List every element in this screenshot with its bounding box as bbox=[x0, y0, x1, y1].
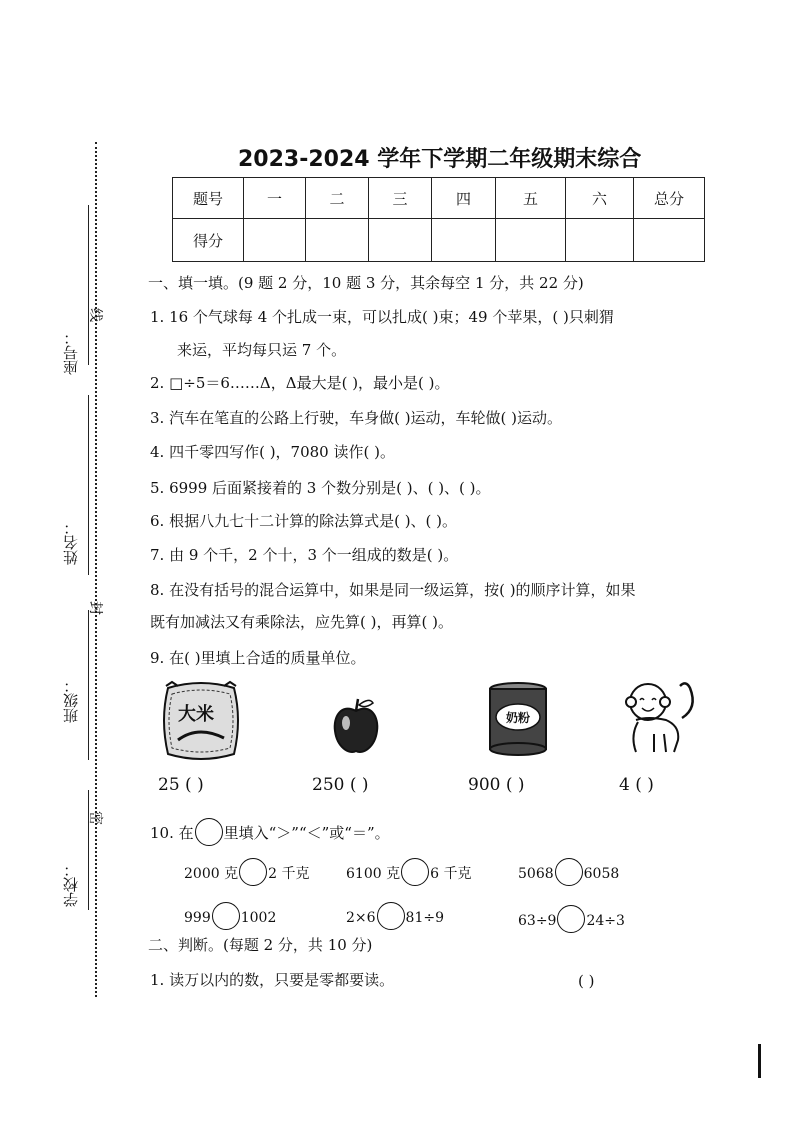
class-blank-line bbox=[88, 610, 89, 760]
q9-answer-bag[interactable]: 25 ( ) bbox=[158, 775, 204, 795]
question-3: 3. 汽车在笔直的公路上行驶，车身做( )运动，车轮做( )运动。 bbox=[150, 409, 563, 427]
comparison-right: 6 千克 bbox=[430, 866, 472, 882]
question-8-line-2: 既有加减法又有乘除法，应先算( )，再算( )。 bbox=[150, 613, 453, 631]
question-1-line-1: 1. 16 个气球每 4 个扎成一束，可以扎成( )束；49 个苹果，( )只刺猬 bbox=[150, 308, 614, 326]
score-cell[interactable] bbox=[634, 219, 705, 262]
name-label: 姓名： bbox=[62, 520, 80, 565]
score-header-cell: 六 bbox=[566, 178, 634, 219]
comparison-right: 1002 bbox=[240, 910, 277, 926]
comparison-item bbox=[518, 905, 625, 933]
question-1-line-2: 来运，平均每只运 7 个。 bbox=[177, 341, 347, 359]
score-header-cell: 三 bbox=[369, 178, 432, 219]
question-2: 2. □÷5＝6……Δ，Δ最大是( )，最小是( )。 bbox=[150, 374, 450, 392]
judge-answer-paren[interactable]: ( ) bbox=[578, 972, 595, 990]
question-10-text: 10. 在 bbox=[150, 824, 194, 842]
question-4: 4. 四千零四写作( )，7080 读作( )。 bbox=[150, 443, 395, 461]
seal-mark-seal: 封 bbox=[87, 601, 103, 615]
score-header-cell: 一 bbox=[244, 178, 306, 219]
comparison-circle[interactable] bbox=[377, 902, 405, 930]
score-header-cell: 总分 bbox=[634, 178, 705, 219]
comparison-left: 6100 克 bbox=[346, 866, 401, 882]
score-table bbox=[172, 177, 705, 262]
score-cell[interactable] bbox=[306, 219, 369, 262]
can-label: 奶粉 bbox=[506, 711, 531, 725]
comparison-circle[interactable] bbox=[401, 858, 429, 886]
score-row-label: 得分 bbox=[173, 219, 244, 262]
comparison-item bbox=[346, 858, 471, 886]
bag-icon bbox=[158, 680, 244, 762]
comparison-item bbox=[184, 858, 309, 886]
bag-label: 大米 bbox=[178, 704, 214, 725]
judge-question-1: 1. 读万以内的数，只要是零都要读。 bbox=[150, 971, 395, 989]
comparison-right: 6058 bbox=[583, 866, 620, 882]
question-5: 5. 6999 后面紧接着的 3 个数分别是( )、( )、( )。 bbox=[150, 479, 491, 497]
page-edge-mark bbox=[758, 1044, 761, 1078]
comparison-left: 2000 克 bbox=[184, 866, 239, 882]
score-cell[interactable] bbox=[432, 219, 496, 262]
monkey-icon bbox=[624, 678, 700, 756]
comparison-circle[interactable] bbox=[239, 858, 267, 886]
score-cell[interactable] bbox=[244, 219, 306, 262]
section1-heading: 一、填一填。(9 题 2 分，10 题 3 分，其余每空 1 分，共 22 分) bbox=[148, 274, 584, 292]
seal-mark-line: 线 bbox=[87, 308, 103, 322]
score-cell[interactable] bbox=[369, 219, 432, 262]
exam-title: 2023-2024 学年下学期二年级期末综合 bbox=[238, 147, 642, 172]
class-label: 班级： bbox=[62, 678, 80, 723]
comparison-left: 63÷9 bbox=[518, 913, 557, 929]
comparison-right: 81÷9 bbox=[405, 910, 444, 926]
milk-powder-can-icon bbox=[487, 681, 549, 757]
question-10 bbox=[150, 818, 390, 846]
seat-blank-line bbox=[88, 205, 89, 365]
comparison-circle[interactable] bbox=[212, 902, 240, 930]
section2-heading: 二、判断。(每题 2 分，共 10 分) bbox=[148, 936, 373, 954]
score-table-header-row bbox=[173, 178, 705, 219]
comparison-left: 5068 bbox=[518, 866, 554, 882]
comparison-circle[interactable] bbox=[557, 905, 585, 933]
comparison-circle bbox=[195, 818, 223, 846]
seal-mark-secret: 密 bbox=[87, 811, 103, 825]
comparison-item bbox=[518, 858, 619, 886]
question-9: 9. 在( )里填上合适的质量单位。 bbox=[150, 649, 366, 667]
comparison-right: 24÷3 bbox=[586, 913, 625, 929]
question-6: 6. 根据八九七十二计算的除法算式是( )、( )。 bbox=[150, 512, 458, 530]
score-table-score-row bbox=[173, 219, 705, 262]
q9-answer-monkey[interactable]: 4 ( ) bbox=[619, 775, 654, 795]
name-blank-line bbox=[88, 395, 89, 575]
question-10-tail: 里填入“＞”“＜”或“＝”。 bbox=[223, 824, 390, 842]
score-cell[interactable] bbox=[566, 219, 634, 262]
score-cell[interactable] bbox=[496, 219, 566, 262]
binding-dotted-line bbox=[95, 142, 97, 997]
comparison-right: 2 千克 bbox=[268, 866, 310, 882]
seat-label: 座号： bbox=[62, 330, 80, 375]
comparison-left: 999 bbox=[184, 910, 211, 926]
q9-answer-can[interactable]: 900 ( ) bbox=[468, 775, 525, 795]
score-header-cell: 题号 bbox=[173, 178, 244, 219]
school-label: 学校： bbox=[62, 862, 80, 907]
score-header-cell: 五 bbox=[496, 178, 566, 219]
score-header-cell: 二 bbox=[306, 178, 369, 219]
school-blank-line bbox=[88, 790, 89, 910]
q9-answer-apple[interactable]: 250 ( ) bbox=[312, 775, 369, 795]
comparison-left: 2×6 bbox=[346, 910, 376, 926]
comparison-item bbox=[346, 902, 444, 930]
apple-icon bbox=[331, 697, 381, 757]
score-header-cell: 四 bbox=[432, 178, 496, 219]
question-8-line-1: 8. 在没有括号的混合运算中，如果是同一级运算，按( )的顺序计算，如果 bbox=[150, 581, 636, 599]
question-7: 7. 由 9 个千，2 个十，3 个一组成的数是( )。 bbox=[150, 546, 459, 564]
comparison-item bbox=[184, 902, 276, 930]
comparison-circle[interactable] bbox=[555, 858, 583, 886]
